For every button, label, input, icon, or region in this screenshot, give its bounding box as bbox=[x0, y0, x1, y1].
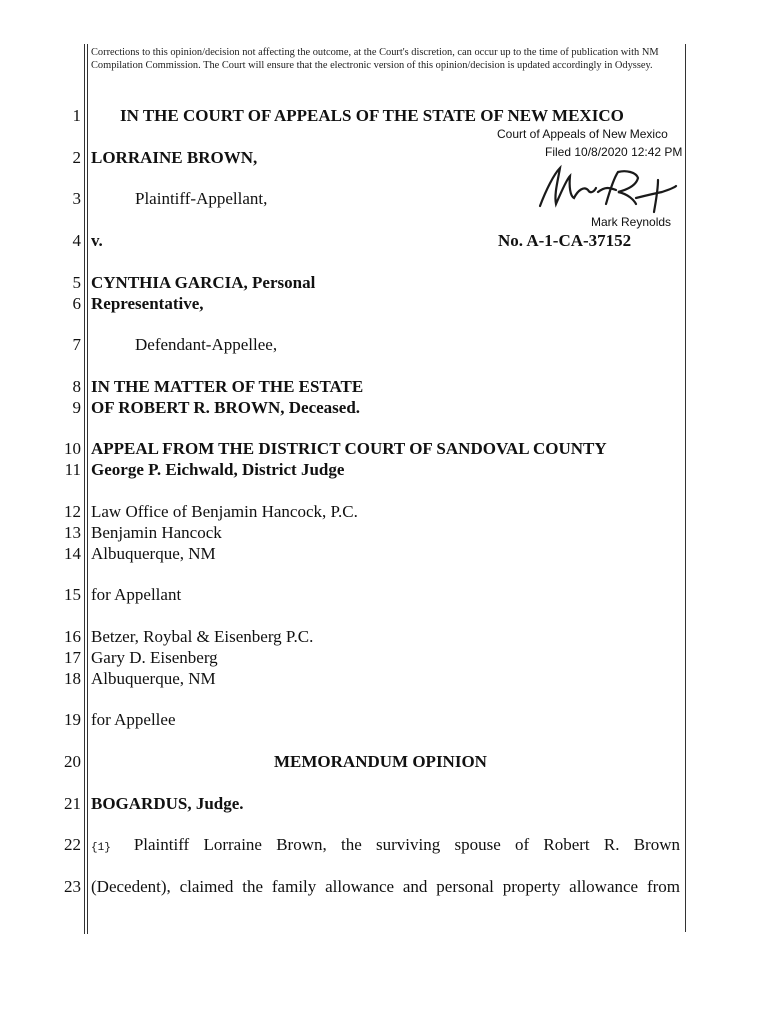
line-number: 10 bbox=[64, 439, 81, 458]
appellant-attorney: Benjamin Hancock bbox=[91, 523, 222, 542]
line-number: 13 bbox=[64, 523, 81, 542]
filing-stamp-court: Court of Appeals of New Mexico bbox=[497, 127, 668, 141]
matter-line1: IN THE MATTER OF THE ESTATE bbox=[91, 377, 364, 396]
district-judge: George P. Eichwald, District Judge bbox=[91, 460, 345, 479]
appellee-attorney: Gary D. Eisenberg bbox=[91, 648, 218, 667]
line-number: 17 bbox=[64, 648, 81, 667]
line-number: 23 bbox=[64, 877, 81, 896]
opinion-author: BOGARDUS, Judge. bbox=[91, 794, 244, 813]
defendant-name-line2: Representative, bbox=[91, 294, 204, 313]
opinion-line-23: (Decedent), claimed the family allowance and personal property allowance from bbox=[91, 877, 680, 896]
line-number: 2 bbox=[72, 148, 81, 167]
case-number: No. A-1-CA-37152 bbox=[498, 231, 632, 250]
line-number: 22 bbox=[64, 835, 81, 854]
matter-line2: OF ROBERT R. BROWN, Deceased. bbox=[91, 398, 361, 417]
line-number: 21 bbox=[64, 794, 81, 813]
line-number: 1 bbox=[72, 106, 81, 125]
line-number: 7 bbox=[72, 335, 81, 354]
appeal-court: APPEAL FROM THE DISTRICT COURT OF SANDOVAL COUNTY bbox=[91, 439, 607, 458]
line-number: 16 bbox=[64, 627, 81, 646]
appellee-role: for Appellee bbox=[91, 710, 176, 729]
filing-stamp-date: Filed 10/8/2020 12:42 PM bbox=[545, 145, 683, 159]
line-number: 8 bbox=[72, 377, 81, 396]
corrections-notice: Corrections to this opinion/decision not affecting the outcome, at the Court's discretion, can occur up to the time of publication with NM Compilation Commission. The Court will ensure that the electronic version of this opinion/decision is updated accordingly in Odyssey. bbox=[91, 47, 659, 71]
versus: v. bbox=[91, 231, 103, 250]
line-number: 6 bbox=[72, 294, 81, 313]
line-number: 11 bbox=[64, 460, 81, 479]
appellee-firm: Betzer, Roybal & Eisenberg P.C. bbox=[91, 627, 314, 646]
line-number: 12 bbox=[64, 502, 81, 521]
clerk-signature bbox=[536, 160, 678, 216]
plaintiff-name: LORRAINE BROWN, bbox=[91, 148, 258, 167]
line-number: 4 bbox=[72, 231, 81, 250]
defendant-name-line1: CYNTHIA GARCIA, Personal bbox=[91, 273, 316, 292]
plaintiff-role: Plaintiff-Appellant, bbox=[135, 189, 268, 208]
opinion-text: Plaintiff Lorraine Brown, the surviving spouse of Robert R. Brown bbox=[133, 835, 680, 854]
left-margin-rule-inner bbox=[87, 44, 88, 934]
paragraph-marker: {1} bbox=[91, 842, 111, 854]
opinion-heading: MEMORANDUM OPINION bbox=[274, 752, 487, 771]
defendant-role: Defendant-Appellee, bbox=[135, 335, 278, 354]
appellant-city: Albuquerque, NM bbox=[91, 544, 216, 563]
filing-stamp-clerk: Mark Reynolds bbox=[591, 215, 672, 229]
appellant-role: for Appellant bbox=[91, 585, 182, 604]
line-number: 9 bbox=[72, 398, 81, 417]
line-number: 15 bbox=[64, 585, 81, 604]
court-title: IN THE COURT OF APPEALS OF THE STATE OF NEW MEXICO bbox=[120, 106, 624, 125]
opinion-line-22 bbox=[91, 835, 680, 858]
appellant-firm: Law Office of Benjamin Hancock, P.C. bbox=[91, 502, 358, 521]
left-margin-rule bbox=[84, 44, 85, 934]
right-margin-rule bbox=[685, 44, 686, 932]
line-number: 14 bbox=[64, 544, 81, 563]
line-number: 5 bbox=[72, 273, 81, 292]
line-number: 3 bbox=[72, 189, 81, 208]
line-number: 19 bbox=[64, 710, 81, 729]
line-number: 18 bbox=[64, 669, 81, 688]
line-number: 20 bbox=[64, 752, 81, 771]
appellee-city: Albuquerque, NM bbox=[91, 669, 216, 688]
